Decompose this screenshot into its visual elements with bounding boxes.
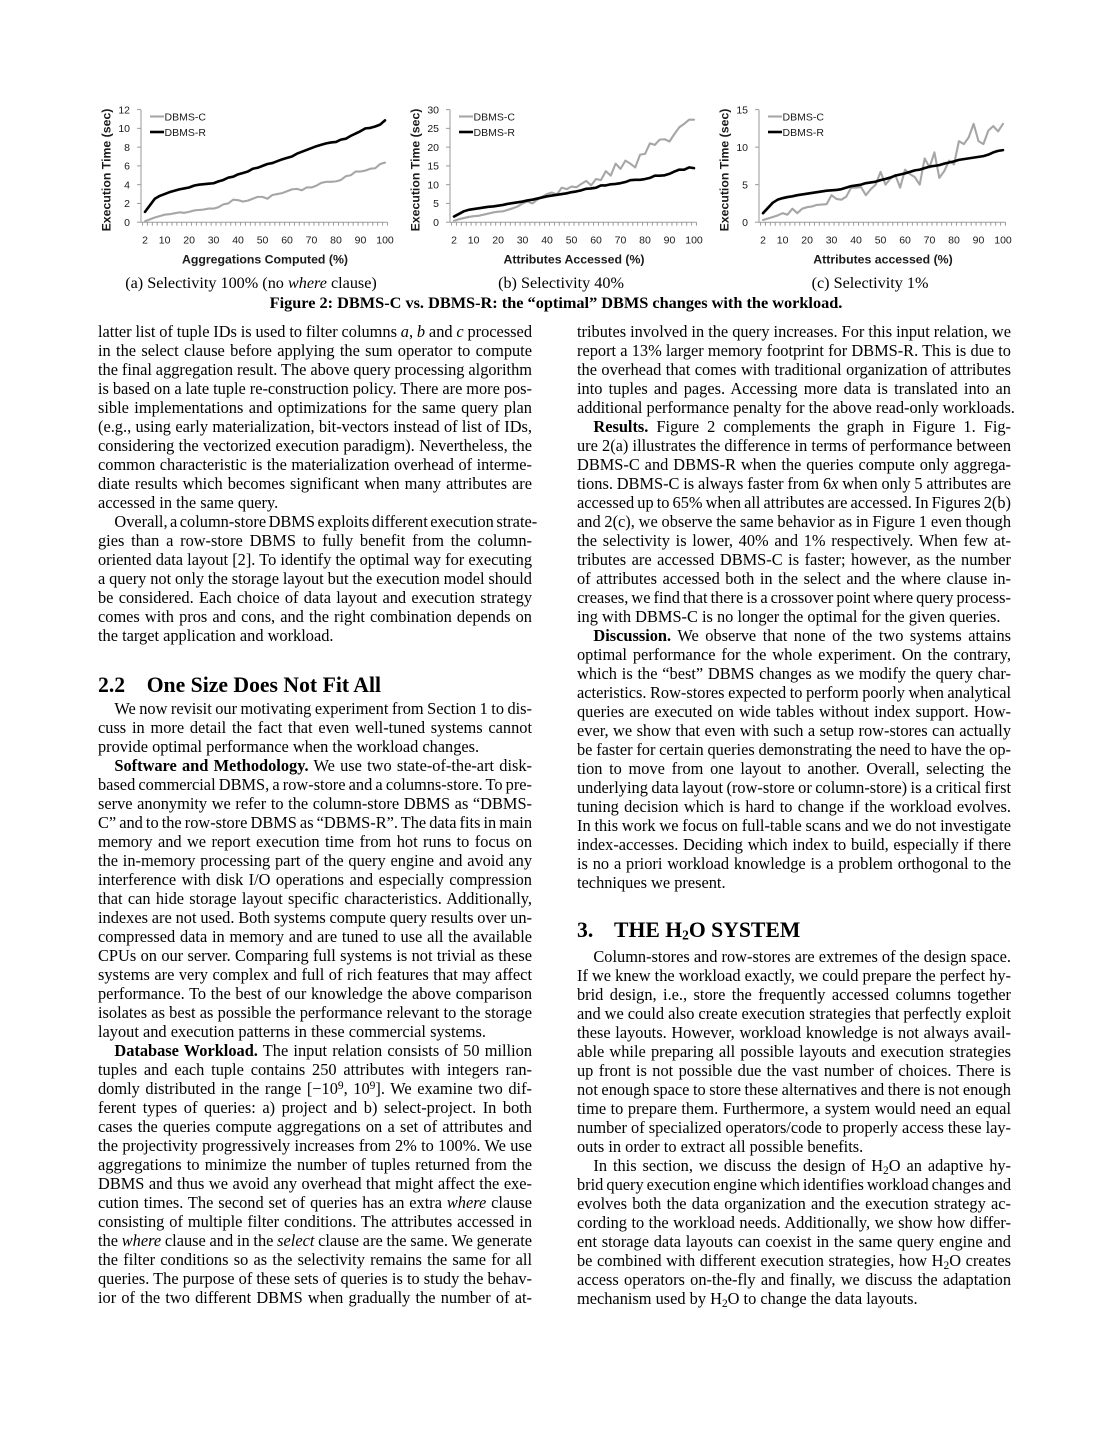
text-line: compressed data in memory and are tuned to use all the available xyxy=(98,927,532,946)
bold-run-in-head: Software and Methodology. xyxy=(114,756,309,775)
text-line xyxy=(98,1231,532,1250)
text-span: processed xyxy=(463,322,532,342)
text-line xyxy=(98,1193,532,1212)
text-span: the xyxy=(98,1231,122,1250)
text-line: a query not only the storage layout but the execution model should xyxy=(98,569,532,589)
text-line: is no a priori workload knowledge is a problem orthogonal to the xyxy=(577,854,1011,874)
y-tick-label: 10 xyxy=(427,179,439,192)
legend-label-dbms-c: DBMS-C xyxy=(164,111,206,124)
x-tick-label: 30 xyxy=(207,234,220,247)
text-line: provide optimal performance when the workload changes. xyxy=(98,737,480,756)
paragraph xyxy=(98,512,538,646)
text-line: indexes are not used. Both systems compute query results over un- xyxy=(98,908,532,927)
text-span: ]. We examine two dif- xyxy=(375,1079,532,1098)
y-tick-label: 4 xyxy=(124,179,130,192)
y-tick-label: 10 xyxy=(736,141,748,154)
text-line: ior of the two different DBMS when gradually the number of at- xyxy=(98,1288,532,1307)
text-line: consisting of multiple filter conditions. The attributes accessed in xyxy=(98,1212,532,1231)
x-tick-label: 40 xyxy=(541,234,553,247)
text-line: (e.g., using early materialization, bit-vectors instead of list of IDs, xyxy=(98,417,532,437)
x-tick-label: 60 xyxy=(590,234,602,247)
text-line xyxy=(577,1156,1011,1175)
x-tick-label: 90 xyxy=(972,234,985,247)
text-line: memory and we report execution time from hot runs to focus on xyxy=(98,832,532,851)
paragraph xyxy=(98,1041,532,1307)
x-tick-label: 70 xyxy=(305,234,318,247)
x-tick-label: 80 xyxy=(330,234,342,247)
text-line: access operators on-the-fly and finally, we discuss the adaptation xyxy=(577,1269,1011,1289)
text-line: not enough space to store these alternatives and there is not enough xyxy=(577,1079,1011,1099)
subscript: 2 xyxy=(943,1259,950,1272)
text-span: THE H xyxy=(614,918,683,943)
text-line: ent storage data layouts can coexist in the same query engine and xyxy=(577,1231,1011,1251)
x-tick-label: 100 xyxy=(994,234,1012,247)
x-tick-label: 50 xyxy=(256,234,269,247)
legend-label-dbms-r: DBMS-R xyxy=(473,126,515,139)
text-line: systems are very complex and full of rich features that may affect xyxy=(98,965,532,984)
text-line: queries. The purpose of these sets of queries is to study the behav- xyxy=(98,1269,532,1288)
text-span: clause are the same. We generate xyxy=(314,1231,533,1250)
text-line: brid query execution engine which identifies workload changes and xyxy=(577,1174,1011,1194)
text-line: We now revisit our motivating experiment from Section 1 to dis- xyxy=(114,699,532,718)
text-line: be faster for certain queries demonstrating the need to have the op- xyxy=(577,740,1011,760)
text-line: tion to move from one layout to another. Overall, selecting the xyxy=(577,759,1011,779)
text-line: ing with DBMS-C is no longer the optimal for the given queries. xyxy=(577,607,1001,627)
text-line: cording to the workload needs. Additionally, we show how differ- xyxy=(577,1212,1011,1232)
text-line: In this work we focus on full-table scans and we do not investigate xyxy=(577,816,1011,836)
text-line: tributes involved in the query increases. For this input relation, we xyxy=(577,322,1011,342)
text-span: (c) Selectivity 1% xyxy=(811,274,929,292)
subcaption-c xyxy=(812,274,929,293)
italic-text: where xyxy=(446,1193,487,1212)
text-line: optimal performance for the whole experiment. On the contrary, xyxy=(577,645,1011,665)
subcaption-a xyxy=(125,274,377,293)
text-line xyxy=(577,626,1011,645)
text-span: clause) xyxy=(326,274,377,292)
text-line: the in-memory processing part of the query engine and avoid any xyxy=(98,851,532,870)
text-line: cuss in more detail the fact that even well-tuned systems cannot xyxy=(98,718,532,737)
x-tick-label: 100 xyxy=(376,234,394,247)
x-tick-label: 20 xyxy=(492,234,504,247)
x-tick-label: 2 xyxy=(142,234,148,247)
y-tick-label: 20 xyxy=(427,141,439,154)
superscript: 9 xyxy=(337,1079,344,1092)
text-span: The input relation consists of 50 million xyxy=(257,1041,532,1060)
text-line: C” and to the row-store DBMS as “DBMS-R”. The data fits in main xyxy=(98,813,532,832)
paragraph xyxy=(577,947,1011,1156)
text-span: mechanism used by H xyxy=(577,1288,722,1308)
section-title xyxy=(614,917,800,943)
bold-run-in-head: Results. xyxy=(593,417,649,437)
x-axis-title: Attributes accessed (%) xyxy=(813,252,953,267)
x-tick-label: 30 xyxy=(516,234,529,247)
paragraph xyxy=(98,322,532,512)
left-column-top xyxy=(98,322,538,646)
x-tick-label: 20 xyxy=(801,234,813,247)
subscript: 2 xyxy=(682,928,689,944)
text-line: tuning decision which is hard to change if the workload evolves. xyxy=(577,797,1011,817)
section-title xyxy=(147,672,381,698)
chart-b-selectivity-40 xyxy=(404,98,704,270)
italic-text: a xyxy=(400,322,409,342)
text-line: the selectivity is lower, 40% and 1% respectively. When few at- xyxy=(577,531,1011,551)
x-tick-label: 90 xyxy=(663,234,676,247)
text-span: O SYSTEM xyxy=(688,918,801,943)
legend-label-dbms-c: DBMS-C xyxy=(782,111,824,124)
text-line: cases the queries compute aggregations on a set of attributes and xyxy=(98,1117,532,1136)
y-tick-label: 12 xyxy=(118,104,130,117)
x-tick-label: 70 xyxy=(923,234,936,247)
text-line: evolves both the data organization and the execution strategy ac- xyxy=(577,1193,1011,1213)
text-span: O an adaptive hy- xyxy=(888,1155,1011,1175)
y-tick-label: 0 xyxy=(433,217,439,229)
italic-text: select xyxy=(277,1231,315,1250)
text-line: tributes are accessed DBMS-C is faster; however, as the number xyxy=(577,550,1011,570)
x-tick-label: 40 xyxy=(850,234,862,247)
text-line: of attributes accessed both in the select and the where clause in- xyxy=(577,569,1011,589)
text-line: that can hide storage layout specific characteristics. Additionally, xyxy=(98,889,532,908)
x-axis-title: Aggregations Computed (%) xyxy=(181,252,349,267)
text-span: We use two state-of-the-art disk- xyxy=(308,756,532,775)
superscript: 9 xyxy=(369,1079,376,1092)
text-line: ever, we show that even with such a setup row-stores can actually xyxy=(577,721,1011,741)
legend-label-dbms-r: DBMS-R xyxy=(782,126,824,139)
text-line: common characteristic is the materialization overhead of interme- xyxy=(98,455,532,475)
text-line: acteristics. Row-stores expected to perform poorly when analytical xyxy=(577,683,1011,703)
y-tick-label: 0 xyxy=(742,217,748,229)
y-axis-title: Execution Time (sec) xyxy=(99,108,114,232)
text-line xyxy=(98,1041,532,1060)
text-line: into tuples and pages. Accessing more data is translated into an xyxy=(577,379,1011,399)
text-line xyxy=(577,474,1011,493)
text-span: O creates xyxy=(949,1250,1011,1270)
text-span: Figure 2 complements the graph in Figure 1. Fig- xyxy=(648,417,1011,437)
x-tick-label: 100 xyxy=(685,234,703,247)
text-line: interference with disk I/O operations and especially compression xyxy=(98,870,532,889)
text-span: be combined with different execution strategies, how H xyxy=(577,1250,944,1270)
text-span: , xyxy=(408,322,417,342)
section-heading-3 xyxy=(577,917,1011,943)
text-line: queries are executed on wide tables without index support. How- xyxy=(577,702,1011,722)
text-line: accessed up to 65% when all attributes are accessed. In Figures 2(b) xyxy=(577,493,1011,513)
text-line: and we could also create execution strategies that perfectly exploit xyxy=(577,1003,1011,1023)
x-tick-label: 80 xyxy=(948,234,960,247)
y-tick-label: 2 xyxy=(124,198,130,211)
text-line: serve anonymity we refer to the column-store DBMS as “DBMS- xyxy=(98,794,532,813)
text-span: cution times. The second set of queries has an extra xyxy=(98,1193,447,1212)
y-tick-label: 5 xyxy=(433,198,439,211)
series-line-dbms-r xyxy=(763,150,1003,213)
text-span: (a) Selectivity 100% (no xyxy=(125,274,288,292)
x-tick-label: 30 xyxy=(825,234,838,247)
text-line: index-accesses. Deciding which index to build, especially if there xyxy=(577,835,1011,855)
text-line: number of specialized operators/code to properly access these lay- xyxy=(577,1117,1011,1137)
text-span: (b) Selectivity 40% xyxy=(498,274,624,292)
text-line: layout and execution patterns in these commercial systems. xyxy=(98,1022,486,1041)
text-line: DBMS and thus we avoid any overhead that might affect the exe- xyxy=(98,1174,532,1193)
text-line xyxy=(577,417,1011,436)
right-column-top xyxy=(577,322,1015,893)
text-line: which is the “best” DBMS changes as we modify the query char- xyxy=(577,664,1011,684)
text-line: accessed in the same query. xyxy=(98,493,279,513)
section-number: 2.2 xyxy=(98,672,126,697)
text-span: clause and in the xyxy=(161,1231,278,1250)
right-column-bottom xyxy=(577,947,1011,1308)
text-span: O to change the data layouts. xyxy=(727,1288,918,1308)
x-tick-label: 2 xyxy=(451,234,457,247)
paragraph xyxy=(577,322,1015,418)
y-tick-label: 25 xyxy=(427,123,439,136)
text-line: oriented data layout [2]. To identify the optimal way for executing xyxy=(98,550,532,570)
subcaption-b xyxy=(498,274,624,293)
text-line: techniques we present. xyxy=(577,873,726,893)
text-line: the final aggregation result. The above query processing algorithm xyxy=(98,360,532,380)
text-line: ure 2(a) illustrates the difference in terms of performance between xyxy=(577,436,1011,456)
x-tick-label: 70 xyxy=(614,234,627,247)
text-line: up front is not possible due the vast number of choices. There is xyxy=(577,1060,1011,1080)
text-line xyxy=(577,1251,1011,1270)
text-line: based commercial DBMS, a row-store and a columns-store. To pre- xyxy=(98,775,532,794)
text-span: domly distributed in the range [−10 xyxy=(98,1079,338,1098)
series-line-dbms-c xyxy=(145,163,385,222)
text-line: creases, we find that there is a crossover point where query process- xyxy=(577,588,1011,608)
figure-caption: Figure 2: DBMS-C vs. DBMS-R: the “optimal” DBMS changes with the workload. xyxy=(269,293,843,312)
text-line: Column-stores and row-stores are extremes of the design space. xyxy=(593,946,1011,966)
chart-c-selectivity-1 xyxy=(713,98,1013,270)
x-tick-label: 10 xyxy=(158,234,171,247)
y-axis-title: Execution Time (sec) xyxy=(408,108,423,232)
paragraph xyxy=(98,756,532,1041)
text-line: gies than a row-store DBMS to fully benefit from the column- xyxy=(98,531,532,551)
text-line: aggregations to minimize the number of tuples returned from the xyxy=(98,1155,532,1174)
italic-text: where xyxy=(121,1231,162,1250)
text-line: underlying data layout (row-store or column-store) is a critical first xyxy=(577,778,1011,798)
text-span: latter list of tuple IDs is used to filter columns xyxy=(98,322,401,342)
text-line: time to prepare them. Furthermore, a system would need an equal xyxy=(577,1098,1011,1118)
text-line: tuples and each tuple contains 250 attributes with integers ran- xyxy=(98,1060,532,1079)
subscript: 2 xyxy=(721,1297,728,1310)
left-column-bottom xyxy=(98,699,532,1307)
text-line: and 2(c), we observe the same behavior as in Figure 1 even though xyxy=(577,512,1011,532)
y-tick-label: 0 xyxy=(124,217,130,229)
y-tick-label: 8 xyxy=(124,141,130,154)
text-line: outs in order to extract all possible benefits. xyxy=(577,1136,864,1156)
italic-text: x xyxy=(831,474,839,494)
text-line: ferent types of queries: a) project and b) select-project. In both xyxy=(98,1098,532,1117)
text-line: additional performance penalty for the above read-only workloads. xyxy=(577,398,1015,418)
text-line: sible implementations and optimizations for the same query plan xyxy=(98,398,532,418)
text-line: DBMS-C and DBMS-R when the queries compute only aggrega- xyxy=(577,455,1011,475)
x-tick-label: 20 xyxy=(183,234,195,247)
text-line: Overall, a column-store DBMS exploits different execution strate- xyxy=(114,512,538,532)
text-span: We observe that none of the two systems attains xyxy=(671,626,1011,646)
bold-run-in-head: Discussion. xyxy=(593,626,672,646)
italic-text: b xyxy=(416,322,426,342)
text-line xyxy=(98,1079,532,1098)
text-line: these layouts. However, workload knowledge is not always avail- xyxy=(577,1022,1011,1042)
text-line: the overhead that comes with traditional organization of attributes xyxy=(577,360,1011,380)
x-tick-label: 50 xyxy=(565,234,578,247)
text-span: tions. DBMS-C is always faster from 6 xyxy=(577,474,832,494)
legend-label-dbms-c: DBMS-C xyxy=(473,111,515,124)
text-line: is based on a late tuple re-construction policy. There are more pos- xyxy=(98,379,532,399)
text-line: report a 13% larger memory footprint for DBMS-R. This is due to xyxy=(577,341,1011,361)
y-axis-title: Execution Time (sec) xyxy=(717,108,732,232)
text-span: In this section, we discuss the design of H xyxy=(593,1155,884,1175)
series-line-dbms-r xyxy=(454,167,694,216)
x-tick-label: 50 xyxy=(874,234,887,247)
bold-run-in-head: Database Workload. xyxy=(114,1041,258,1060)
text-line: brid design, i.e., store the frequently accessed columns together xyxy=(577,984,1011,1004)
x-tick-label: 2 xyxy=(760,234,766,247)
text-span: clause xyxy=(486,1193,532,1212)
text-line: performance. To the best of our knowledge the above comparison xyxy=(98,984,532,1003)
x-tick-label: 90 xyxy=(354,234,367,247)
text-line xyxy=(98,322,532,341)
x-tick-label: 10 xyxy=(467,234,480,247)
text-span: , 10 xyxy=(343,1079,370,1098)
paragraph xyxy=(98,699,532,756)
y-tick-label: 5 xyxy=(742,179,748,192)
chart-a-selectivity-100 xyxy=(95,98,395,270)
x-axis-title: Attributes Accessed (%) xyxy=(503,252,645,267)
x-tick-label: 60 xyxy=(281,234,293,247)
text-line xyxy=(98,756,532,775)
text-line: be considered. Each choice of data layout and execution strategy xyxy=(98,588,532,608)
y-tick-label: 30 xyxy=(427,104,439,117)
y-tick-label: 6 xyxy=(124,160,130,173)
text-line: CPUs on our server. Comparing full systems is not trivial as these xyxy=(98,946,532,965)
text-line: considering the vectorized execution paradigm). Nevertheless, the xyxy=(98,436,532,456)
paragraph xyxy=(577,417,1011,626)
text-span: One Size Does Not Fit All xyxy=(146,672,382,697)
y-tick-label: 10 xyxy=(118,123,130,136)
text-span: when only 5 attributes are xyxy=(838,474,1011,494)
italic-text: c xyxy=(456,322,464,342)
text-line: the filter conditions so as the selectivity remains the same for all xyxy=(98,1250,532,1269)
text-line: able while preparing all possible layouts and execution strategies xyxy=(577,1041,1011,1061)
paragraph xyxy=(577,1156,1011,1308)
y-tick-label: 15 xyxy=(427,160,439,173)
x-tick-label: 80 xyxy=(639,234,651,247)
text-line: isolates as best as possible the performance relevant to the storage xyxy=(98,1003,532,1022)
paragraph xyxy=(577,626,1011,892)
text-line: diate results which becomes significant when many attributes are xyxy=(98,474,532,494)
text-line: the target application and workload. xyxy=(98,626,334,646)
text-line xyxy=(577,1289,1011,1308)
section-number: 3. xyxy=(577,918,594,943)
text-line: comes with pros and cons, and the right combination depends on xyxy=(98,607,532,627)
x-tick-label: 10 xyxy=(776,234,789,247)
text-line: the projectivity progressively increases from 2% to 100%. We use xyxy=(98,1136,532,1155)
y-tick-label: 15 xyxy=(736,104,748,117)
text-line: If we knew the workload exactly, we could prepare the perfect hy- xyxy=(577,965,1011,985)
legend-label-dbms-r: DBMS-R xyxy=(164,126,206,139)
section-heading-2-2 xyxy=(98,672,532,698)
x-tick-label: 40 xyxy=(232,234,244,247)
text-line: in the select clause before applying the sum operator to compute xyxy=(98,341,532,361)
x-tick-label: 60 xyxy=(899,234,911,247)
subscript: 2 xyxy=(883,1164,889,1177)
text-span: and xyxy=(425,322,457,342)
italic-text: where xyxy=(287,274,327,292)
